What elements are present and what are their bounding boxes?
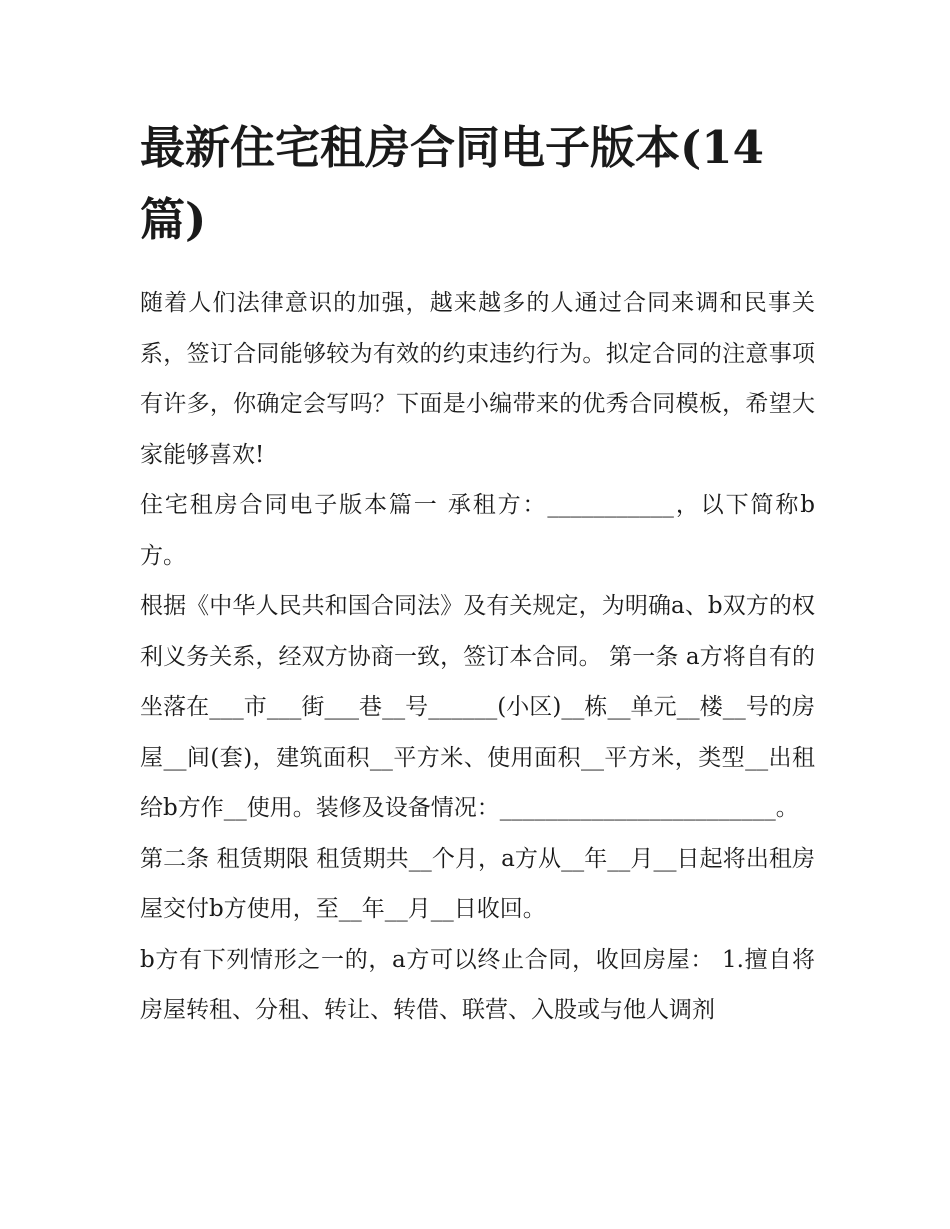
contract-header-paragraph: 住宅租房合同电子版本篇一 承租方：___________，以下简称b方。 — [140, 492, 815, 569]
article-one-paragraph: 根据《中华人民共和国合同法》及有关规定，为明确a、b双方的权利义务关系，经双方协商一致，签订本合同。 第一条 a方将自有的坐落在___市___街___巷__号______(小区)__栋__单元__楼__号的房屋__间(套)，建筑面积__平方米、使用面积__平方米，类型__出租给b方作__使用。装修及设备情况：________________________。 — [140, 593, 815, 821]
termination-paragraph: b方有下列情形之一的，a方可以终止合同，收回房屋： 1.擅自将房屋转租、分租、转让、转借、联营、入股或与他人调剂 — [140, 946, 815, 1023]
document-title: 最新住宅租房合同电子版本(14篇) — [140, 121, 764, 246]
intro-paragraph: 随着人们法律意识的加强，越来越多的人通过合同来调和民事关系，签订合同能够较为有效的约束违约行为。拟定合同的注意事项有许多，你确定会写吗？下面是小编带来的优秀合同模板，希望大家能够喜欢! — [140, 290, 815, 468]
article-two-paragraph: 第二条 租赁期限 租赁期共__个月，a方从__年__月__日起将出租房屋交付b方使用，至__年__月__日收回。 — [140, 845, 815, 922]
document-page — [140, 112, 815, 1036]
